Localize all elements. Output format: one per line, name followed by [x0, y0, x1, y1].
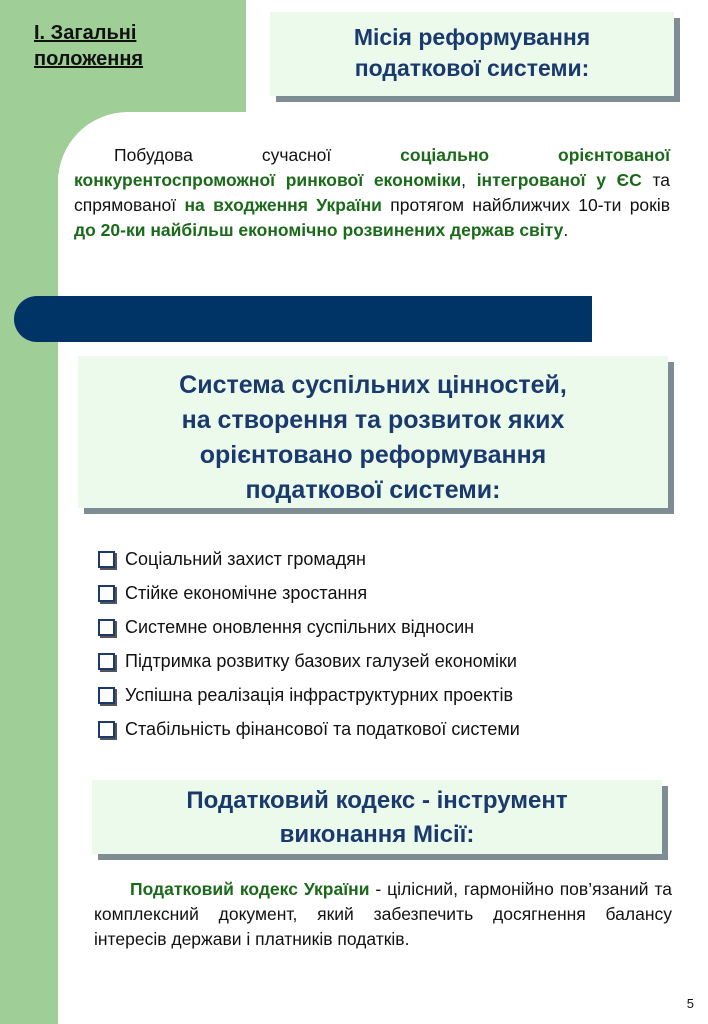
checkbox-bullet-icon: [98, 585, 115, 602]
mission-text: та спрямованої: [74, 170, 670, 215]
code-paragraph: [94, 877, 672, 952]
list-item: [98, 576, 520, 610]
values-title-box: [78, 356, 668, 508]
navy-divider-bar: [14, 296, 592, 342]
mission-title-line: податкової системи:: [354, 55, 590, 81]
checkbox-bullet-icon: [98, 721, 115, 738]
values-title-line: Система суспільних цінностей,: [179, 371, 567, 399]
list-item-label: Соціальний захист громадян: [125, 548, 366, 569]
code-title-box: [92, 780, 662, 854]
mission-text: Побудова сучасної: [114, 145, 401, 165]
mission-text: протягом найближчих 10-ти років: [381, 195, 671, 215]
list-item: [98, 610, 520, 644]
mission-text: ,: [461, 170, 477, 190]
values-title-line: на створення та розвиток яких: [181, 406, 565, 434]
checkbox-bullet-icon: [98, 551, 115, 568]
checkbox-bullet-icon: [98, 687, 115, 704]
list-item-label: Підтримка розвитку базових галузей економіки: [125, 650, 517, 671]
green-sidebar: [0, 0, 58, 1024]
checkbox-bullet-icon: [98, 653, 115, 670]
list-item: [98, 542, 520, 576]
checkbox-bullet-icon: [98, 619, 115, 636]
page-number: 5: [686, 996, 694, 1011]
code-text: - цілісний, гармонійно пов’язаний та комплексний документ, який забезпечить досягнення балансу інтересів держави і платників податків.: [94, 879, 672, 949]
list-item: [98, 644, 520, 678]
mission-title-line: Місія реформування: [353, 24, 591, 50]
mission-highlight: до 20-ки найбільш економічно розвинених держав світу: [74, 220, 564, 240]
list-item: [98, 712, 520, 746]
mission-highlight: інтегрованої у ЄС: [476, 170, 642, 190]
mission-highlight: соціально орієнтованої конкурентоспроможної ринкової економіки: [74, 145, 670, 190]
section-title: І. Загальні положення: [34, 22, 144, 70]
list-item-label: Системне оновлення суспільних відносин: [125, 616, 475, 637]
mission-highlight: на входження України: [184, 195, 382, 215]
mission-text: .: [563, 220, 569, 240]
mission-title-box: [270, 12, 674, 96]
list-item-label: Стійке економічне зростання: [125, 582, 368, 603]
list-item-label: Стабільність фінансової та податкової системи: [125, 718, 520, 739]
list-item: [98, 678, 520, 712]
code-title-line: виконання Місії:: [279, 821, 475, 848]
values-title-line: податкової системи:: [245, 476, 501, 504]
code-title-line: Податковий кодекс - інструмент: [186, 787, 568, 814]
list-item-label: Успішна реалізація інфраструктурних проектів: [125, 684, 514, 705]
values-title-line: орієнтовано реформування: [199, 441, 547, 469]
code-highlight: Податковий кодекс України: [130, 879, 370, 899]
values-list: [98, 542, 520, 746]
mission-paragraph: [74, 143, 670, 243]
